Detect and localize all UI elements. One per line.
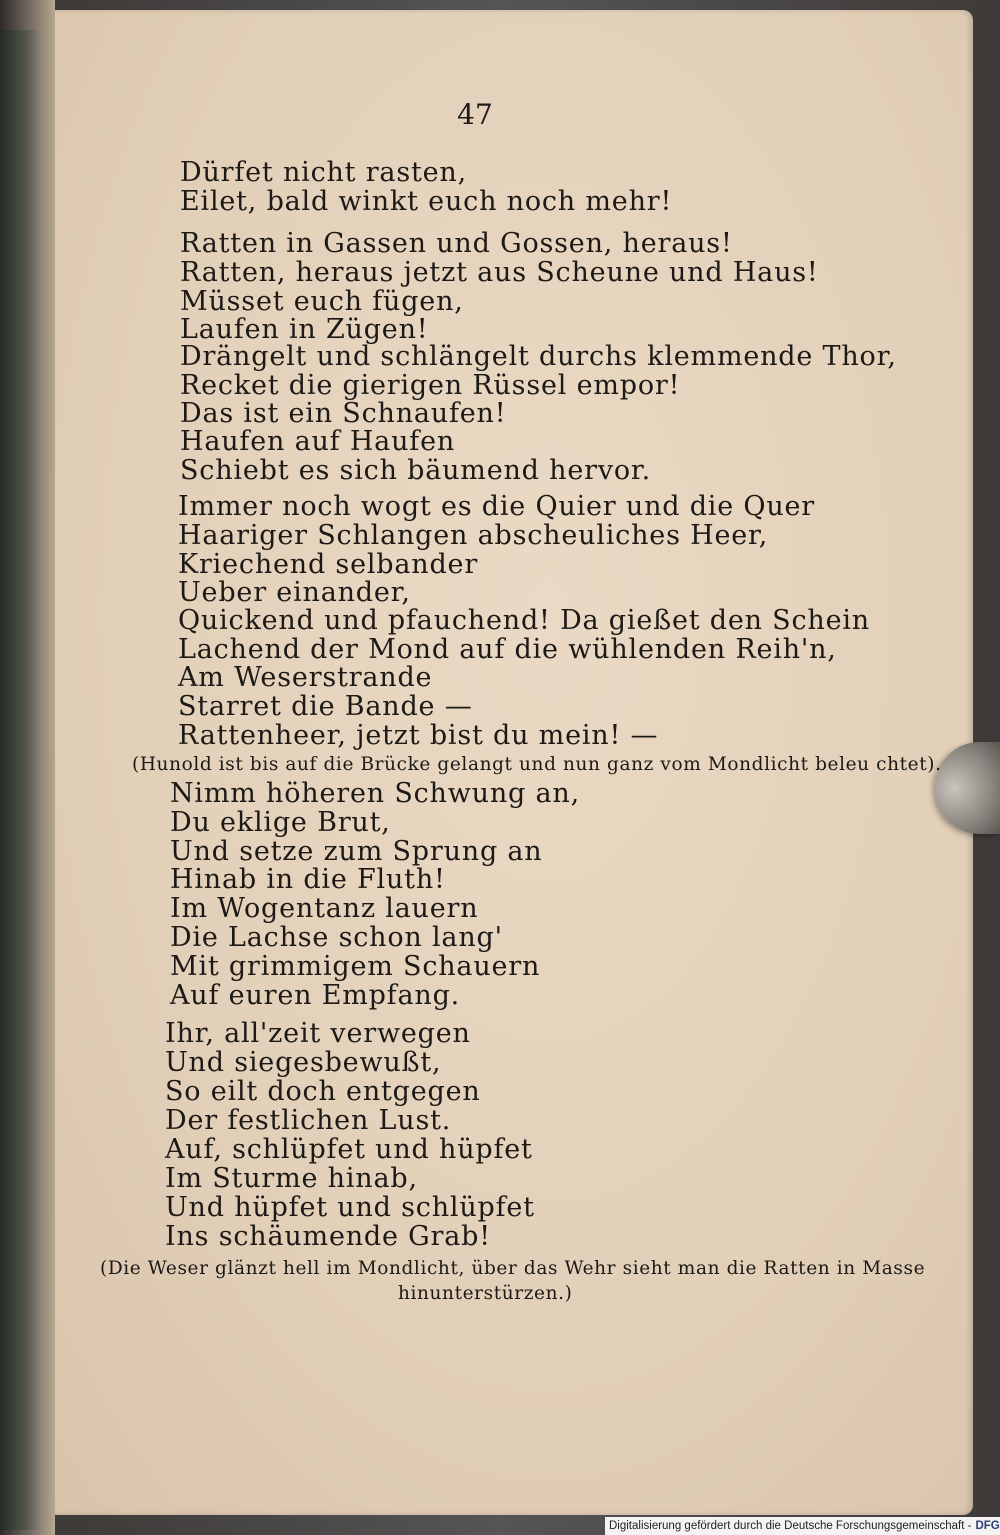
verse-line: Eilet, bald winkt euch noch mehr! <box>180 186 673 217</box>
stage-direction: hinunterstürzen.) <box>398 1283 573 1304</box>
verse-line: Mit grimmigem Schauern <box>170 951 541 982</box>
verse-line: Du eklige Brut, <box>170 807 391 838</box>
verse-line: Drängelt und schlängelt durchs klemmende Thor, <box>180 341 897 372</box>
verse-line: Auf euren Empfang. <box>170 980 461 1011</box>
verse-line: Im Wogentanz lauern <box>170 893 479 924</box>
verse-line: Die Lachse schon lang' <box>170 922 503 953</box>
verse-line: Ins schäumende Grab! <box>165 1221 491 1252</box>
dfg-logo: DFG <box>975 1520 1000 1532</box>
verse-line: Und hüpfet und schlüpfet <box>165 1192 535 1223</box>
verse-line: Haariger Schlangen abscheuliches Heer, <box>178 520 769 551</box>
verse-line: Ratten, heraus jetzt aus Scheune und Haus! <box>180 257 819 288</box>
footer-text: Digitalisierung gefördert durch die Deutsche Forschungsgemeinschaft - <box>609 1520 972 1532</box>
stage-direction: (Hunold ist bis auf die Brücke gelangt und nun ganz vom Mondlicht beleu chtet). <box>132 754 942 775</box>
verse-line: Immer noch wogt es die Quier und die Quer <box>178 491 816 522</box>
verse-line: Rattenheer, jetzt bist du mein! — <box>178 720 659 751</box>
verse-line: Lachend der Mond auf die wühlenden Reih'n, <box>178 634 837 665</box>
verse-line: Auf, schlüpfet und hüpfet <box>165 1134 533 1165</box>
verse-line: Im Sturme hinab, <box>165 1163 418 1194</box>
stage-direction: (Die Weser glänzt hell im Mondlicht, über das Wehr sieht man die Ratten in Masse <box>100 1258 926 1279</box>
verse-line: Ihr, all'zeit verwegen <box>165 1018 471 1049</box>
digitization-footer <box>605 1517 1000 1535</box>
verse-line: Und setze zum Sprung an <box>170 836 543 867</box>
verse-line: Starret die Bande — <box>178 691 473 722</box>
verse-line: Und siegesbewußt, <box>165 1047 442 1078</box>
verse-line: Ratten in Gassen und Gossen, heraus! <box>180 228 733 259</box>
verse-line: Dürfet nicht rasten, <box>180 157 467 188</box>
verse-line: Schiebt es sich bäumend hervor. <box>180 455 652 486</box>
verse-line: Haufen auf Haufen <box>180 426 456 457</box>
verse-line: Recket die gierigen Rüssel empor! <box>180 370 681 401</box>
verse-line: Der festlichen Lust. <box>165 1105 452 1136</box>
book-cover-edge <box>0 30 40 1530</box>
verse-line: Müsset euch fügen, <box>180 286 464 317</box>
verse-line: Kriechend selbander <box>178 549 479 580</box>
verse-line: Laufen in Zügen! <box>180 314 429 345</box>
verse-line: Ueber einander, <box>178 577 411 608</box>
page-number: 47 <box>457 98 493 131</box>
verse-line: Hinab in die Fluth! <box>170 864 446 895</box>
verse-line: Nimm höheren Schwung an, <box>170 778 580 809</box>
verse-line: So eilt doch entgegen <box>165 1076 481 1107</box>
verse-line: Das ist ein Schnaufen! <box>180 398 507 429</box>
verse-line: Am Weserstrande <box>178 662 433 693</box>
verse-line: Quickend und pfauchend! Da gießet den Schein <box>178 605 870 636</box>
